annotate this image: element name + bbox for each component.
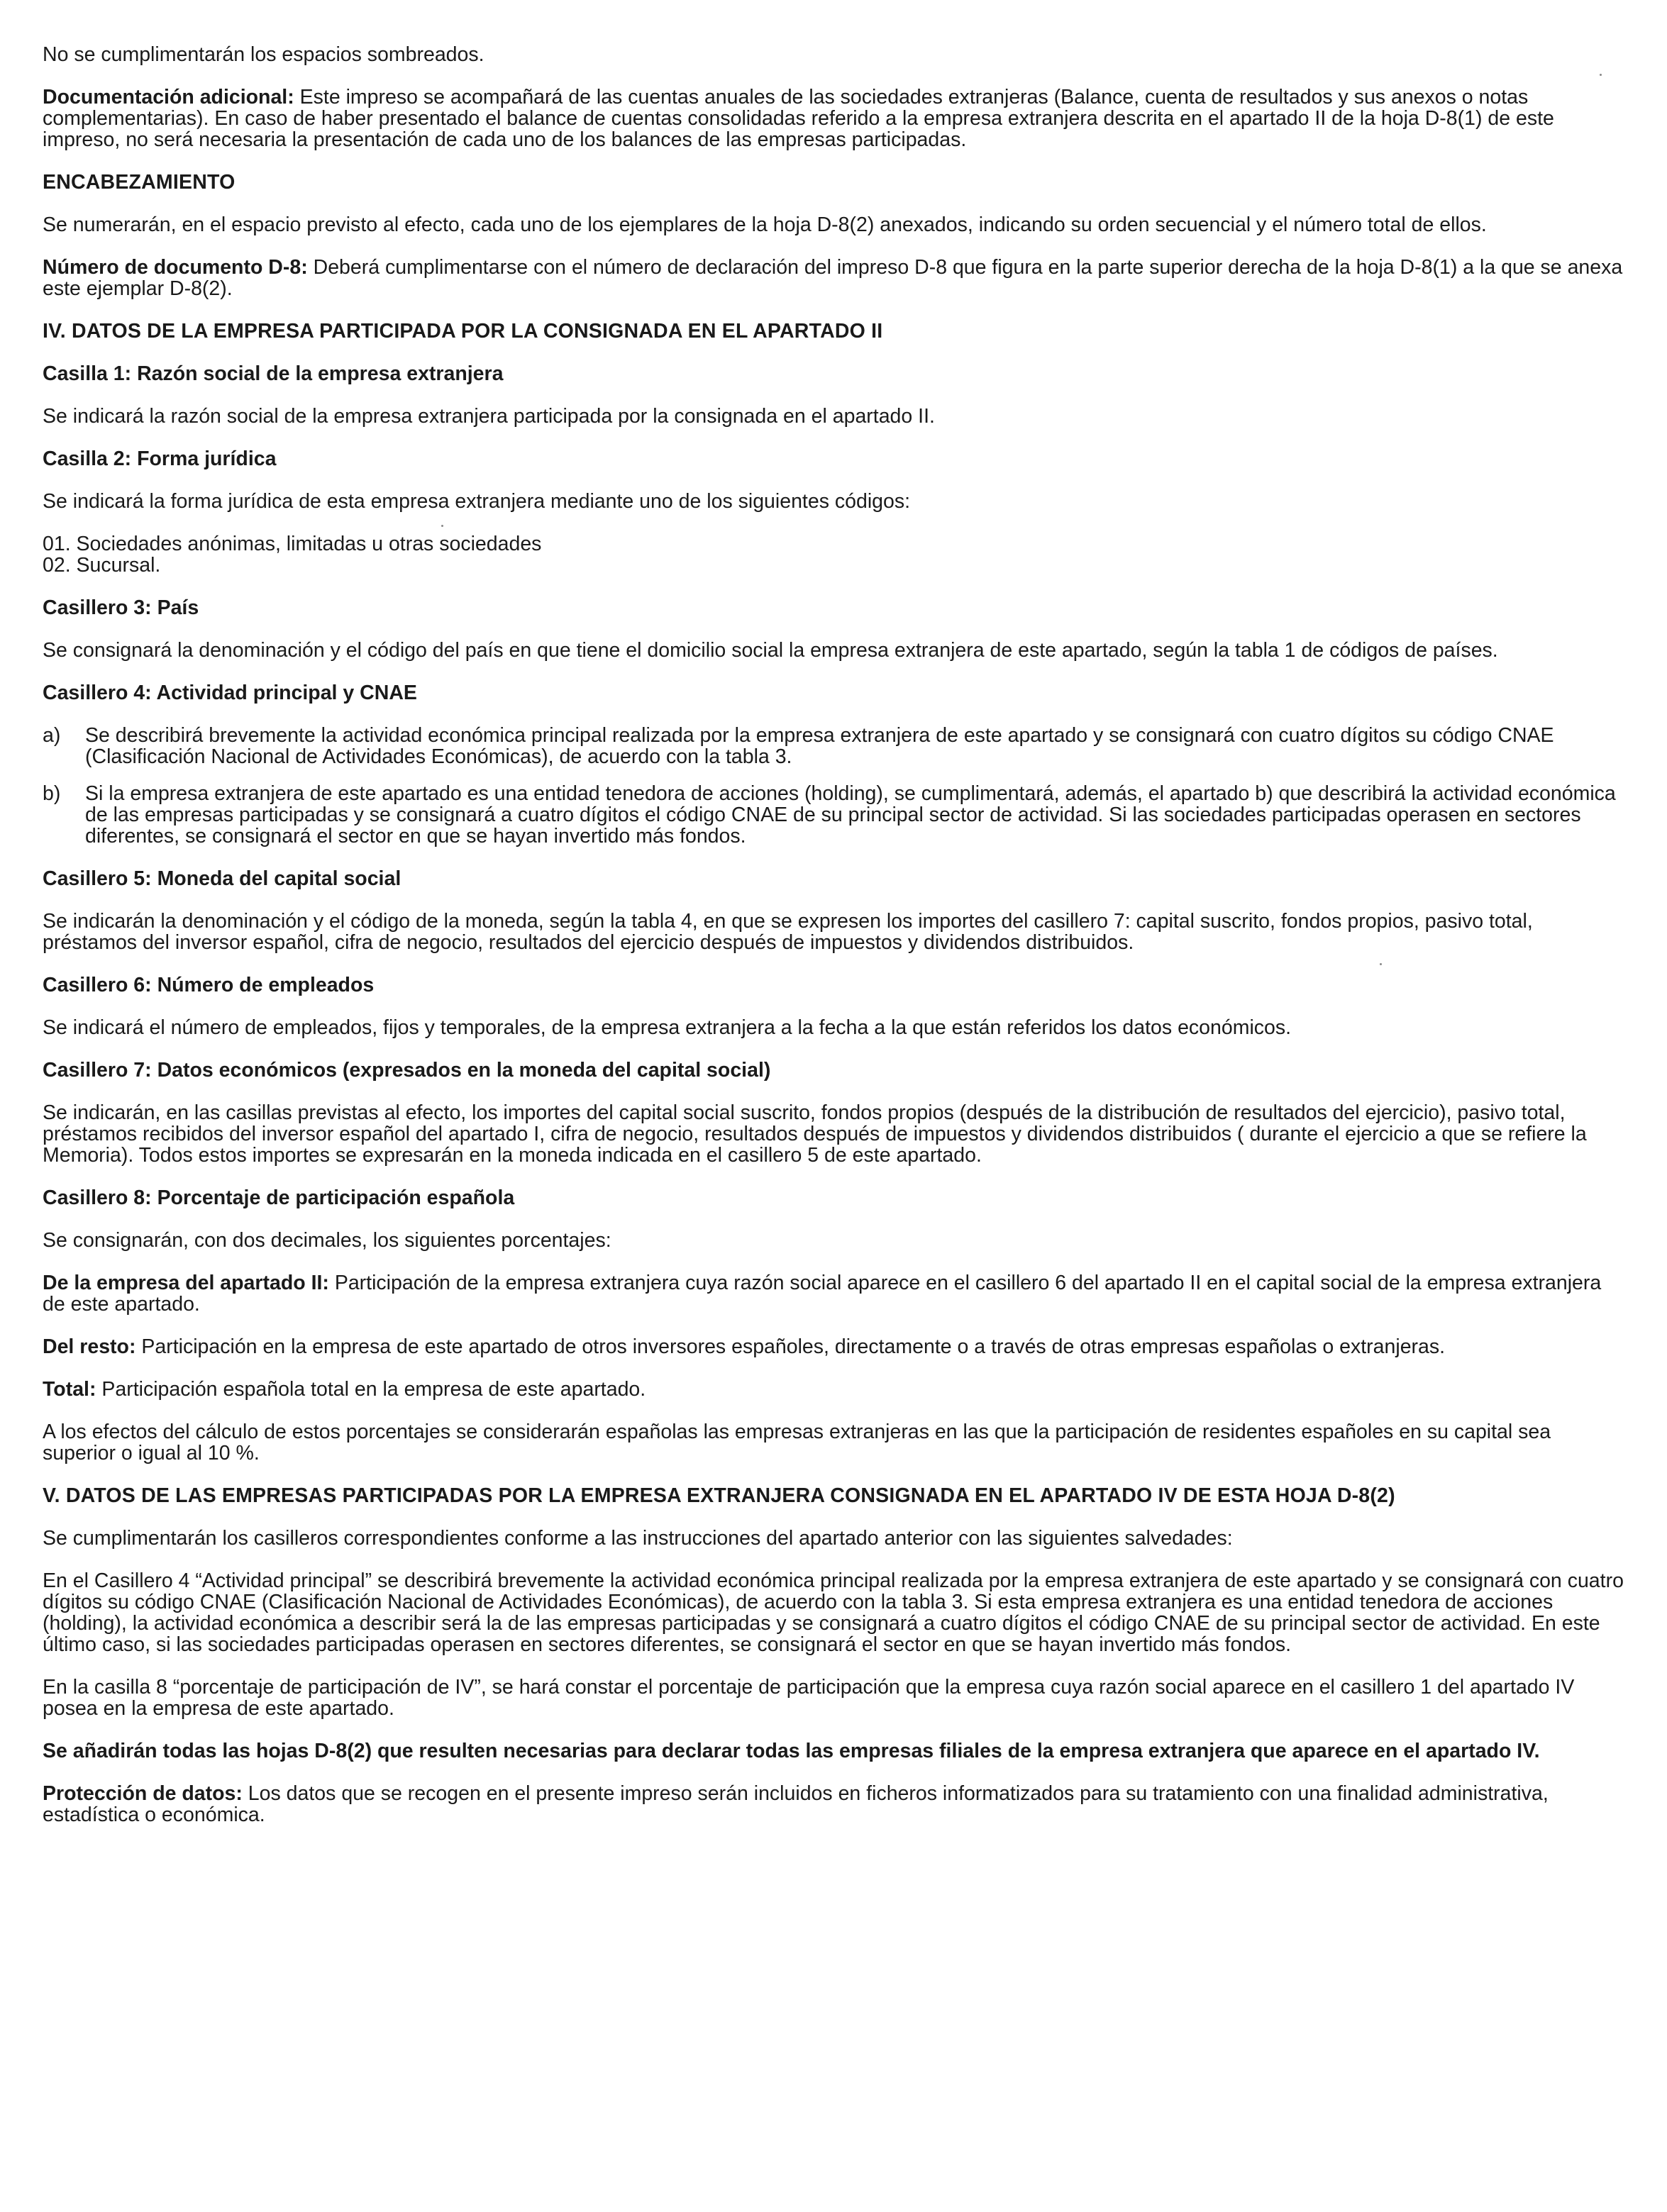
box-8-resto-label: Del resto: <box>43 1335 136 1358</box>
box-8-apartado-ii-paragraph <box>43 1272 1626 1315</box>
additional-documentation-label: Documentación adicional: <box>43 86 294 109</box>
box-8-efectos-text: A los efectos del cálculo de estos porcentajes se considerarán españolas las empresas extranjeras en las que la participación de residentes españoles en su capital sea superior o igual al 10 %. <box>43 1421 1551 1465</box>
box-4-item-a <box>43 725 1626 767</box>
box-8-total-text: Participación española total en la empresa de este apartado. <box>96 1378 646 1401</box>
data-protection-paragraph <box>43 1783 1626 1825</box>
box-4-title: Casillero 4: Actividad principal y CNAE <box>43 682 417 704</box>
box-8-resto-text: Participación en la empresa de este apartado de otros inversores españoles, directamente o a través de otras empresas españolas o extranjeras. <box>135 1335 1446 1358</box>
scan-speck <box>1380 963 1382 965</box>
data-protection-label: Protección de datos: <box>43 1782 243 1805</box>
box-4-item-a-marker: a) <box>43 724 61 747</box>
box-8-resto-paragraph <box>43 1336 1626 1357</box>
section-v-text-3: En la casilla 8 “porcentaje de participación de IV”, se hará constar el porcentaje de participación que la empresa cuya razón social aparece en el casillero 1 del apartado IV posea en la empresa de este apartado. <box>43 1676 1575 1720</box>
section-iv-title: IV. DATOS DE LA EMPRESA PARTICIPADA POR LA CONSIGNADA EN EL APARTADO II <box>43 320 883 343</box>
section-v-bold-note: Se añadirán todas las hojas D-8(2) que resulten necesarias para declarar todas las empresas filiales de la empresa extranjera que aparece en el apartado IV. <box>43 1740 1540 1762</box>
section-v-text-1: Se cumplimentarán los casilleros correspondientes conforme a las instrucciones del apartado anterior con las siguientes salvedades: <box>43 1527 1233 1550</box>
scan-speck <box>441 525 443 527</box>
box-6-text: Se indicará el número de empleados, fijos y temporales, de la empresa extranjera a la fecha a la que están referidos los datos económicos. <box>43 1016 1292 1039</box>
box-7-text: Se indicarán, en las casillas previstas al efecto, los importes del capital social suscrito, fondos propios (después de la distribución de resultados del ejercicio), pasivo total, préstamos recibidos del inversor español del apartado I, cifra de negocio, resultados después de impuestos y dividendos distribuidos ( durante el ejercicio a que se refiere la Memoria). Todos estos importes se expresarán en la moneda indicada en el casillero 5 de este apartado. <box>43 1101 1587 1167</box>
box-5-text: Se indicarán la denominación y el código de la moneda, según la tabla 4, en que se expresen los importes del casillero 7: capital suscrito, fondos propios, pasivo total, préstamos del inversor español, cifra de negocio, resultados del ejercicio después de impuestos y dividendos distribuidos. <box>43 910 1533 954</box>
additional-documentation-text: Este impreso se acompañará de las cuentas anuales de las sociedades extranjeras (Balance, cuenta de resultados y sus anexos o notas complementarias). En caso de haber presentado el balance de cuentas consolidadas referido a la empresa extranjera descrita en el apartado II de la hoja D-8(1) de este impreso, no será necesaria la presentación de cada uno de los balances de las empresas participadas. <box>43 86 1554 151</box>
box-8-text: Se consignarán, con dos decimales, los siguientes porcentajes: <box>43 1229 611 1252</box>
box-8-total-label: Total: <box>43 1378 96 1401</box>
additional-documentation-paragraph <box>43 87 1626 150</box>
box-2-text: Se indicará la forma jurídica de esta empresa extranjera mediante uno de los siguientes códigos: <box>43 490 911 513</box>
box-4-item-b <box>43 783 1626 847</box>
document-number-paragraph <box>43 257 1626 299</box>
box-1-text: Se indicará la razón social de la empresa extranjera participada por la consignada en el apartado II. <box>43 405 935 428</box>
box-8-apartado-ii-text: Participación de la empresa extranjera cuya razón social aparece en el casillero 6 del apartado II en el capital social de la empresa extranjera de este apartado. <box>43 1272 1602 1316</box>
box-4-item-b-marker: b) <box>43 782 61 805</box>
header-section-title: ENCABEZAMIENTO <box>43 171 236 194</box>
box-3-title: Casillero 3: País <box>43 596 199 619</box>
box-4-item-a-text: Se describirá brevemente la actividad económica principal realizada por la empresa extranjera de este apartado y se consignará con cuatro dígitos su código CNAE (Clasificación Nacional de Actividades Económicas), de acuerdo con la tabla 3. <box>85 724 1554 768</box>
box-3-text: Se consignará la denominación y el código del país en que tiene el domicilio social la empresa extranjera de este apartado, según la tabla 1 de códigos de países. <box>43 639 1498 662</box>
document-number-label: Número de documento D-8: <box>43 256 308 279</box>
box-8-apartado-ii-label: De la empresa del apartado II: <box>43 1272 329 1294</box>
instructions-page <box>43 44 1626 1847</box>
section-v-text-2: En el Casillero 4 “Actividad principal” se describirá brevemente la actividad económica principal realizada por la empresa extranjera de este apartado y se consignará con cuatro dígitos su código CNAE (Clasificación Nacional de Actividades Económicas), de acuerdo con la tabla 3. Si esta empresa extranjera es una entidad tenedora de acciones (holding), la actividad económica a describir será la de las empresas participadas y se consignará a cuatro dígitos el código CNAE de su principal sector de actividad. En este último caso, si las sociedades participadas operasen en sectores diferentes, se consignará el sector en que se hayan invertido más fondos. <box>43 1569 1624 1656</box>
box-6-title: Casillero 6: Número de empleados <box>43 974 375 996</box>
intro-note: No se cumplimentarán los espacios sombreados. <box>43 43 484 66</box>
box-7-title: Casillero 7: Datos económicos (expresados en la moneda del capital social) <box>43 1059 771 1082</box>
legal-form-code-02: 02. Sucursal. <box>43 554 161 577</box>
box-4-item-b-text: Si la empresa extranjera de este apartado es una entidad tenedora de acciones (holding), se cumplimentará, además, el apartado b) que describirá la actividad económica de las empresas participadas y se consignará a cuatro dígitos el código CNAE de su principal sector de actividad. Si las sociedades participadas operasen en sectores diferentes, se consignará el sector en que se hayan invertido más fondos. <box>85 782 1616 847</box>
box-8-title: Casillero 8: Porcentaje de participación española <box>43 1186 515 1209</box>
document-number-text: Deberá cumplimentarse con el número de declaración del impreso D-8 que figura en la parte superior derecha de la hoja D-8(1) a la que se anexa este ejemplar D-8(2). <box>43 256 1623 300</box>
box-5-title: Casillero 5: Moneda del capital social <box>43 867 401 890</box>
legal-form-code-01: 01. Sociedades anónimas, limitadas u otras sociedades <box>43 533 542 555</box>
legal-form-codes <box>43 533 1626 576</box>
box-1-title: Casilla 1: Razón social de la empresa extranjera <box>43 362 504 385</box>
header-section-text: Se numerarán, en el espacio previsto al efecto, cada uno de los ejemplares de la hoja D-8(2) anexados, indicando su orden secuencial y el número total de ellos. <box>43 213 1487 236</box>
box-8-total-paragraph <box>43 1379 1626 1400</box>
scan-speck <box>1600 74 1602 76</box>
data-protection-text: Los datos que se recogen en el presente impreso serán incluidos en ficheros informatizados para su tratamiento con una finalidad administrativa, estadística o económica. <box>43 1782 1549 1826</box>
section-v-title: V. DATOS DE LAS EMPRESAS PARTICIPADAS POR LA EMPRESA EXTRANJERA CONSIGNADA EN EL APARTADO IV DE ESTA HOJA D-8(2) <box>43 1484 1395 1507</box>
box-2-title: Casilla 2: Forma jurídica <box>43 448 277 470</box>
